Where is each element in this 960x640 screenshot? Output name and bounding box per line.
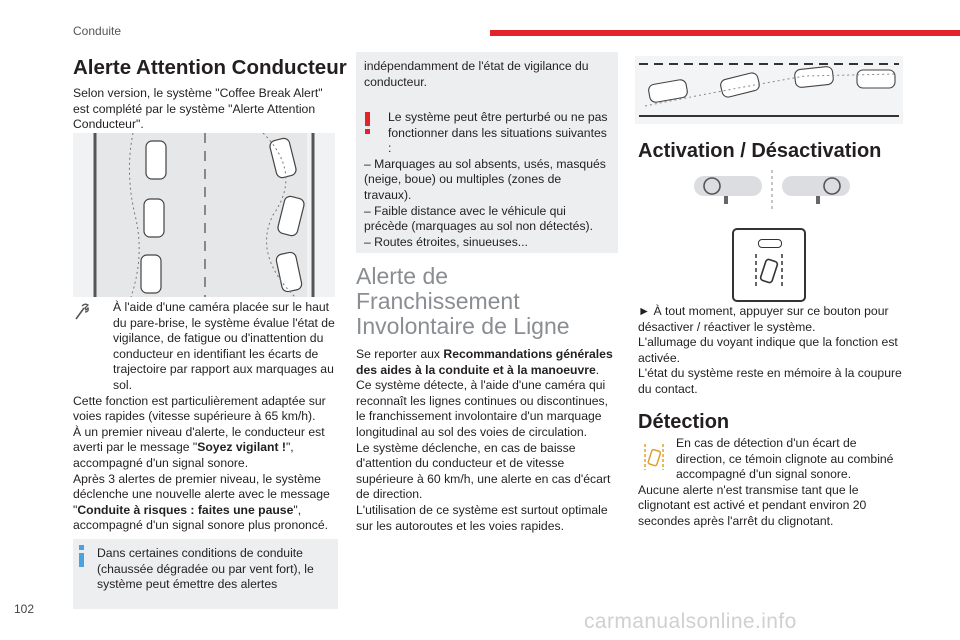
right-column-bottom [638,410,906,530]
intro-text: Selon version, le système "Coffee Break Alert" est complété par le système "Alerte Attention Conducteur". [73,86,323,132]
car-trajectory-illustration [73,133,335,297]
detection-paragraph: Ce système détecte, à l'aide d'une caméra qui reconnaît les lignes continues ou discontinues, le franchissement involontaire d'un marquage longitudinal au sol des voies de circulation. [356,378,609,439]
accent-bar [490,30,960,36]
warning-line-3: – Faible distance avec le véhicule qui précède (marquages au sol non détectés). [364,203,593,234]
info-paragraph-1: À l'aide d'une caméra placée sur le haut du pare-brise, le système évalue l'état de vigilance, de fatigue ou d'inattention du conducteur en identifiant les écarts de trajectoire par rapport aux marquages au sol. [113,300,335,392]
title-franchissement: Alerte de Franchissement Involontaire de Ligne [356,263,570,339]
reference-paragraph: Se reporter aux Recommandations générales des aides à la conduite et à la manoeuvre. [356,347,613,377]
activation-instruction: ► À tout moment, appuyer sur ce bouton pour désactiver / réactiver le système. [638,304,889,334]
note-box [73,539,338,609]
left-column [73,56,347,133]
lane-departure-warning-icon [642,442,666,472]
steering-wheel-icon [690,170,854,212]
watermark: carmanualsonline.info [584,610,797,633]
info-paragraph-2: Cette fonction est particulièrement adaptée sur voies rapides (vitesse supérieure à 65 km/h). [73,393,326,424]
right-column-top [638,139,903,163]
title-attention-conducteur: Alerte Attention Conducteur [73,56,347,79]
warning-box [356,103,618,253]
title-activation: Activation / Désactivation [638,140,882,162]
right-column-mid [638,304,906,398]
lane-departure-button-icon[interactable] [732,228,806,302]
wrench-icon [73,302,89,322]
warning-line-2: – Marquages au sol absents, usés, masqués (neige, boue) ou multiples (zones de travaux). [364,156,606,202]
memory-paragraph: L'état du système reste en mémoire à la coupure du contact. [638,366,902,396]
info-paragraph-4: Après 3 alertes de premier niveau, le système déclenche une nouvelle alerte avec le message "Conduite à risques : faites une pause", accompagné d'un signal sonore plus prononcé. [73,471,330,533]
detection-text: En cas de détection d'un écart de direction, ce témoin clignote au combiné accompagné d'un signal sonore. [676,436,894,482]
indicator-paragraph: L'allumage du voyant indique que la fonction est activée. [638,335,898,365]
info-paragraph-3: À un premier niveau d'alerte, le conducteur est averti par le message "Soyez vigilant !", accompagné d'un signal sonore. [73,424,325,470]
warning-line-1: Le système peut être perturbé ou ne pas fonctionner dans les situations suivantes : [388,110,608,156]
lane-drift-illustration [635,56,903,124]
warning-line-4: – Routes étroites, sinueuses... [364,234,528,249]
note-continuation: indépendamment de l'état de vigilance du conducteur. [364,59,589,89]
info-icon [77,545,87,567]
trigger-paragraph: Le système déclenche, en cas de baisse d'attention du conducteur et de vitesse supérieure à 60 km/h, une alerte en cas d'écart de direction. [356,440,611,502]
note-text: Dans certaines conditions de conduite (chaussée dégradée ou par vent fort), le système peut émettre des alertes [97,546,314,592]
usage-paragraph: L'utilisation de ce système est surtout optimale sur les autoroutes et les voies rapides. [356,502,608,533]
page-number: 102 [14,602,35,616]
title-detection: Détection [638,411,730,433]
left-info-block [73,300,338,534]
warning-icon [364,112,372,134]
blinker-text: Aucune alerte n'est transmise tant que le clignotant est activé et pendant environ 20 secondes après l'arrêt du clignotant. [638,482,867,528]
section-header: Conduite [73,24,122,38]
middle-column [356,264,616,534]
